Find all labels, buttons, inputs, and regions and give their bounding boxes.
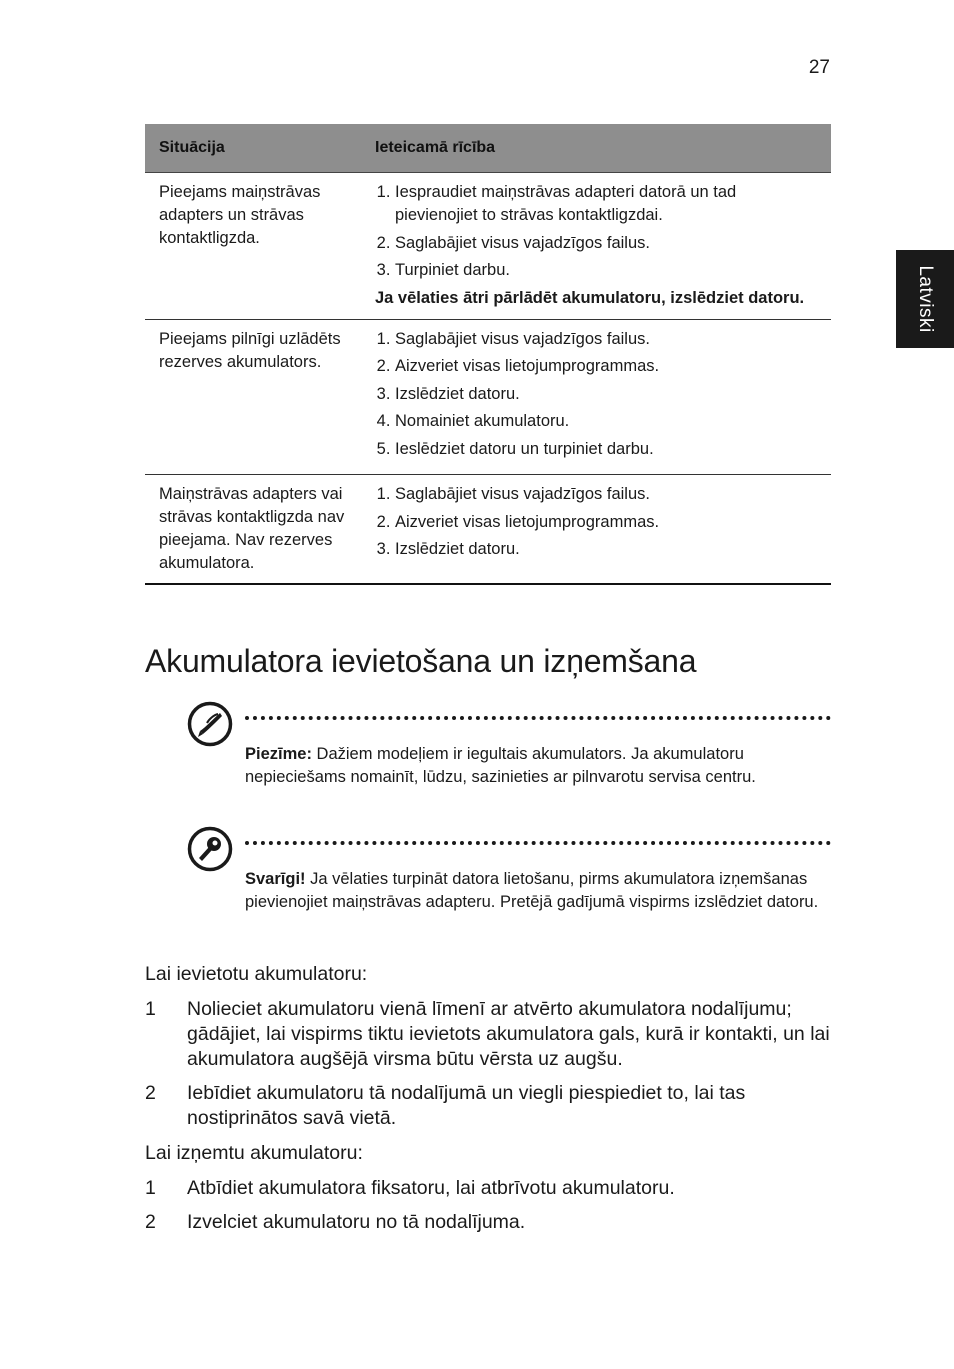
step-text: Izvelciet akumulatoru no tā nodalījuma. <box>187 1211 526 1233</box>
action-step: 5. Ieslēdziet datoru un turpiniet darbu. <box>395 438 817 461</box>
situation-cell: Maiņstrāvas adapters vai strāvas kontaktligzda nav pieejama. Nav rezerves akumulatora. <box>145 475 361 585</box>
note-label: Piezīme: <box>245 745 312 763</box>
action-steps <box>375 181 817 282</box>
step-text: Nolieciet akumulatoru vienā līmenī ar atvērto akumulatora nodalījumu; gādājiet, lai vispirms tiktu ievietots akumulatora gals, kurā ir kontakti, un lai akumulatora augšējā virsma būtu vērsta uz augšu. <box>187 998 830 1070</box>
table-header-row <box>145 124 831 173</box>
section-title: Akumulatora ievietošana un izņemšana <box>145 643 697 679</box>
step-number: 1 <box>145 1177 156 1199</box>
action-step: 3. Izslēdziet datoru. <box>395 383 817 406</box>
remove-step <box>145 1176 835 1201</box>
table-row <box>145 475 831 585</box>
header-action: Ieteicamā rīcība <box>361 124 831 173</box>
insert-step <box>145 997 835 1072</box>
table-row <box>145 319 831 475</box>
action-step: 1. Saglabājiet visus vajadzīgos failus. <box>395 328 817 351</box>
action-step: 1. Saglabājiet visus vajadzīgos failus. <box>395 483 817 506</box>
action-step: 2. Aizveriet visas lietojumprogrammas. <box>395 355 817 378</box>
dotted-divider <box>245 716 831 720</box>
important-body: Ja vēlaties turpināt datora lietošanu, pirms akumulatora izņemšanas pievienojiet maiņstrāvas adapteru. Pretējā gadījumā vispirms izslēdziet datoru. <box>245 870 819 911</box>
remove-intro: Lai izņemtu akumulatoru: <box>145 1142 363 1164</box>
action-cell <box>361 173 831 320</box>
insert-step <box>145 1081 835 1131</box>
action-cell <box>361 319 831 475</box>
remove-step <box>145 1210 835 1235</box>
step-number: 2 <box>145 1211 156 1233</box>
action-steps <box>375 328 817 461</box>
action-note: Ja vēlaties ātri pārlādēt akumulatoru, izslēdziet datoru. <box>375 288 805 307</box>
action-steps <box>375 483 817 561</box>
action-step: 1. Iespraudiet maiņstrāvas adapteri datorā un tad pievienojiet to strāvas kontaktligzdai. <box>395 181 817 227</box>
action-step: 3. Turpiniet darbu. <box>395 259 817 282</box>
action-step: 3. Izslēdziet datoru. <box>395 538 817 561</box>
important-text <box>245 868 825 914</box>
step-text: Atbīdiet akumulatora fiksatoru, lai atbrīvotu akumulatoru. <box>187 1177 675 1199</box>
insert-intro: Lai ievietotu akumulatoru: <box>145 963 368 985</box>
language-side-tab <box>896 250 954 348</box>
situation-cell: Pieejams pilnīgi uzlādēts rezerves akumulators. <box>145 319 361 475</box>
table-row <box>145 173 831 320</box>
language-tab-label: Latviski <box>915 265 936 333</box>
page-number: 27 <box>808 57 830 78</box>
action-step: 2. Saglabājiet visus vajadzīgos failus. <box>395 232 817 255</box>
action-cell <box>361 475 831 585</box>
action-step: 4. Nomainiet akumulatoru. <box>395 410 817 433</box>
situation-cell: Pieejams maiņstrāvas adapters un strāvas kontaktligzda. <box>145 173 361 320</box>
note-icon <box>187 701 233 747</box>
situation-table <box>145 124 831 585</box>
note-body: Dažiem modeļiem ir iegultais akumulators. Ja akumulatoru nepieciešams nomainīt, lūdzu, sazinieties ar pilnvarotu servisa centru. <box>245 745 756 786</box>
important-label: Svarīgi! <box>245 870 306 888</box>
note-text <box>245 743 825 789</box>
step-number: 1 <box>145 998 156 1020</box>
action-step: 2. Aizveriet visas lietojumprogrammas. <box>395 511 817 534</box>
step-text: Iebīdiet akumulatoru tā nodalījumā un viegli piespiediet to, lai tas nostiprinātos savā vietā. <box>187 1082 746 1129</box>
wrench-icon <box>187 826 233 872</box>
note-callout <box>187 701 831 801</box>
step-number: 2 <box>145 1082 156 1104</box>
dotted-divider <box>245 841 831 845</box>
header-situation: Situācija <box>145 124 361 173</box>
important-callout <box>187 826 831 946</box>
